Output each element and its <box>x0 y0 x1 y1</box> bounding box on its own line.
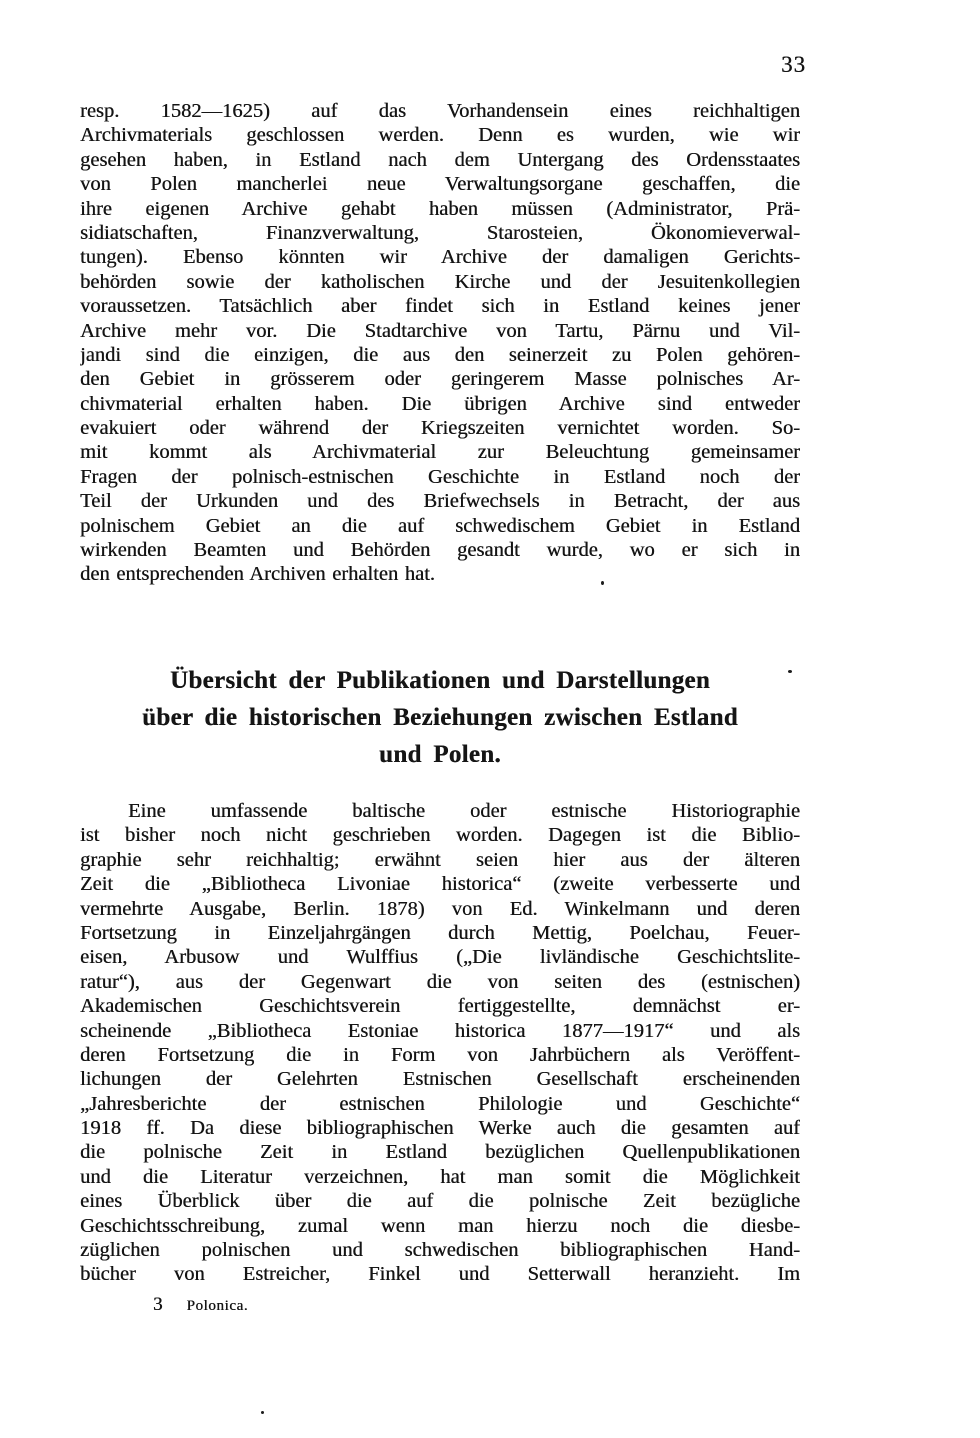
text-line: Übersicht der Publikationen und Darstellungen <box>169 667 711 694</box>
text-line: mit kommt als Archivmaterial zur Beleuchtung gemeinsamer <box>80 441 800 464</box>
signature-label: Polonica. <box>186 1298 249 1314</box>
text-line: Archive mehr vor. Die Stadtarchive von Tartu, Pärnu und Vil- <box>80 319 800 342</box>
page-number: 33 <box>781 52 806 77</box>
text-line: bücher von Estreicher, Finkel und Setterwall heranzieht. Im <box>80 1263 800 1286</box>
text-line: jandi sind die einzigen, die aus den seinerzeit zu Polen gehören- <box>80 343 800 366</box>
text-line: ihre eigenen Archive gehabt haben müssen (Administrator, Prä- <box>80 197 800 220</box>
text-line: die polnische Zeit in Estland bezüglichen Quellenpublikationen <box>80 1141 800 1164</box>
paragraph-bibliography-overview <box>80 799 800 1287</box>
text-line: Akademischen Geschichtsverein fertiggestellte, demnächst er- <box>80 995 800 1018</box>
text-line: Zeit die „Bibliotheca Livoniae historica“ (zweite verbesserte und <box>80 873 800 896</box>
text-line: ratur“), aus der Gegenwart die von seiten des (estnischen) <box>80 970 800 993</box>
text-line: gesehen haben, in Estland nach dem Untergang des Ordensstaates <box>80 148 800 171</box>
text-line: und die Literatur verzeichnen, hat man somit die Möglichkeit <box>80 1165 800 1188</box>
printers-signature-line <box>153 1294 248 1316</box>
text-line: tungen). Ebenso könnten wir Archive der damaligen Gerichts- <box>80 246 800 269</box>
text-line: deren Fortsetzung die in Form von Jahrbüchern als Veröffent- <box>80 1043 800 1066</box>
text-line: Geschichtsschreibung, zumal wenn man hierzu noch die diesbe- <box>80 1214 800 1237</box>
text-line: lichungen der Gelehrten Estnischen Gesellschaft erscheinenden <box>80 1068 800 1091</box>
text-line: den entsprechenden Archiven erhalten hat. <box>80 563 435 586</box>
text-line: „Jahresberichte der estnischen Philologie und Geschichte“ <box>80 1092 800 1115</box>
scan-speck <box>601 581 604 585</box>
text-line: und Polen. <box>379 741 501 768</box>
text-line: Fragen der polnisch-estnischen Geschichte in Estland noch der <box>80 465 800 488</box>
text-line: Fortsetzung in Einzeljahrgängen durch Mettig, Poelchau, Feuer- <box>80 921 800 944</box>
text-line: Archivmaterials geschlossen werden. Denn es wurden, wie wir <box>80 124 800 147</box>
text-line: wirkenden Beamten und Behörden gesandt wurde, wo er sich in <box>80 539 800 562</box>
text-line: Teil der Urkunden und des Briefwechsels in Betracht, der aus <box>80 490 800 513</box>
text-line: Eine umfassende baltische oder estnische Historiographie <box>128 800 800 822</box>
text-line: eines Überblick über die auf die polnische Zeit bezügliche <box>80 1190 800 1213</box>
text-line: ist bisher noch nicht geschrieben worden. Dagegen ist die Biblio- <box>80 824 800 847</box>
text-line: polnischem Gebiet an die auf schwedischem Gebiet in Estland <box>80 514 800 537</box>
scan-speck <box>788 670 792 673</box>
text-line: resp. 1582—1625) auf das Vorhandensein eines reichhaltigen <box>80 100 800 122</box>
text-line: den Gebiet in grösserem oder geringerem Masse polnisches Ar- <box>80 368 800 391</box>
text-line: behörden sowie der katholischen Kirche und der Jesuitenkollegien <box>80 270 800 293</box>
text-line: graphie sehr reichhaltig; erwähnt seien hier aus der älteren <box>80 848 800 871</box>
text-line: sidiatschaften, Finanzverwaltung, Starosteien, Ökonomieverwal- <box>80 221 800 244</box>
text-line: chivmaterial erhalten haben. Die übrigen Archive sind entweder <box>80 392 800 415</box>
signature-number: 3 <box>153 1294 163 1315</box>
text-line: von Polen mancherlei neue Verwaltungsorgane geschaffen, die <box>80 173 800 196</box>
scan-speck <box>261 1411 264 1414</box>
text-line: scheinende „Bibliotheca Estoniae historica 1877—1917“ und als <box>80 1019 800 1042</box>
text-line: eisen, Arbusow und Wulffius („Die livländische Geschichtslite- <box>80 946 800 969</box>
section-heading <box>80 662 800 773</box>
text-line: vermehrte Ausgabe, Berlin. 1878) von Ed. Winkelmann und deren <box>80 897 800 920</box>
text-line: 1918 ff. Da diese bibliographischen Werke auch die gesamten auf <box>80 1117 800 1140</box>
text-line: züglichen polnischen und schwedischen bibliographischen Hand- <box>80 1239 800 1262</box>
text-line: voraussetzen. Tatsächlich aber findet sich in Estland keines jener <box>80 295 800 318</box>
text-line: über die historischen Beziehungen zwischen Estland <box>142 704 738 731</box>
text-line: evakuiert oder während der Kriegszeiten vernichtet worden. So- <box>80 417 800 440</box>
paragraph-archives-continuation <box>80 99 800 587</box>
